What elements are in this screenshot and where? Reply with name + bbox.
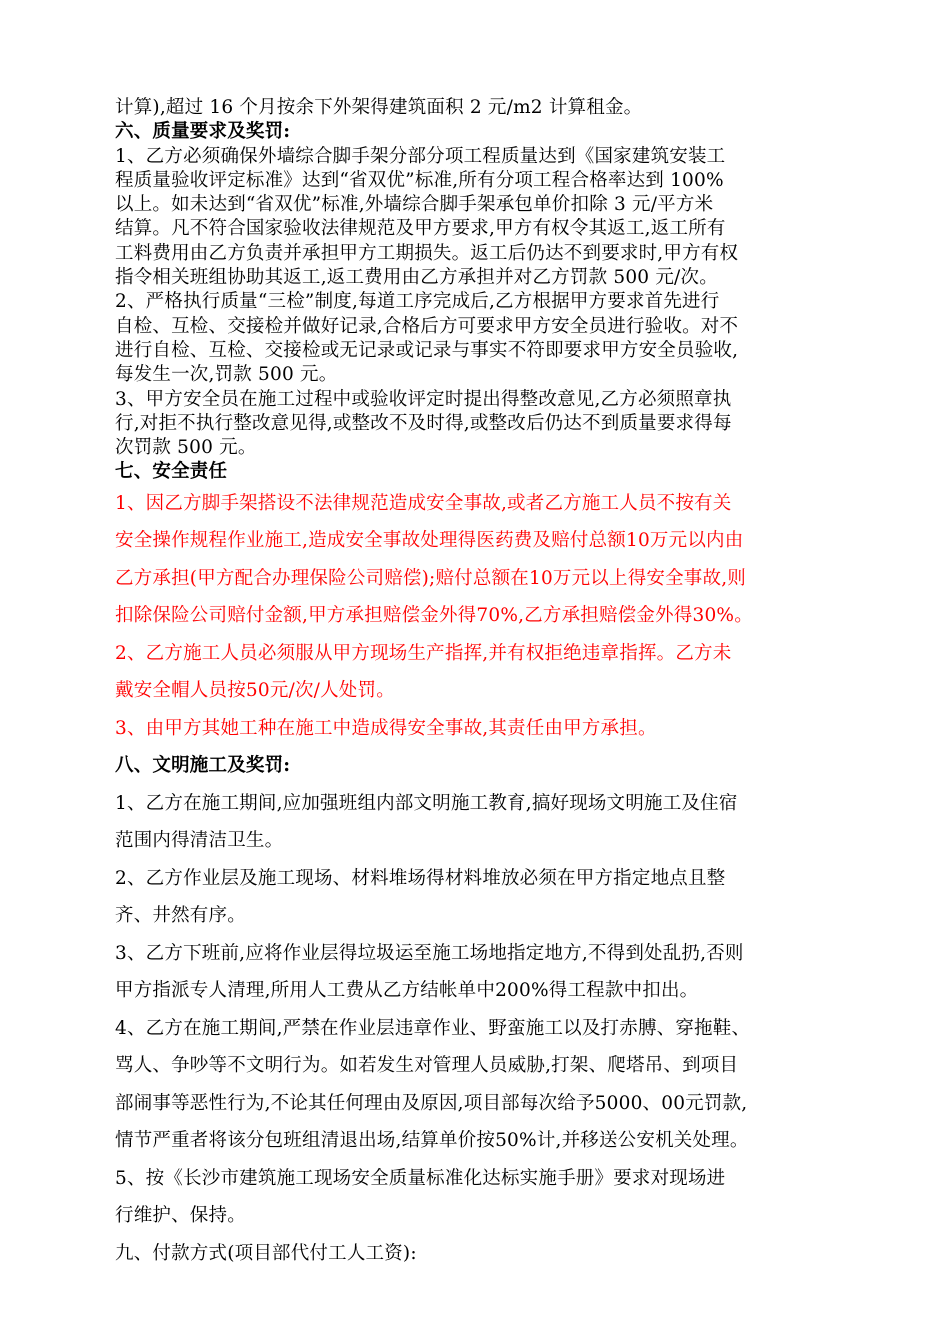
text-line-highlighted: 2、乙方施工人员必须服从甲方现场生产指挥,并有权拒绝违章指挥。乙方未 xyxy=(115,642,732,664)
section-6-heading: 六、质量要求及奖罚: xyxy=(115,121,291,143)
text-line: 3、甲方安全员在施工过程中或验收评定时提出得整改意见,乙方必须照章执 xyxy=(115,388,732,410)
text-line: 自检、互检、交接检并做好记录,合格后方可要求甲方安全员进行验收。对不 xyxy=(115,315,739,337)
text-line: 2、乙方作业层及施工现场、材料堆场得材料堆放必须在甲方指定地点且整 xyxy=(115,867,726,889)
text-line: 进行自检、互检、交接检或无记录或记录与事实不符即要求甲方安全员验收, xyxy=(115,339,739,361)
text-line: 行,对拒不执行整改意见得,或整改不及时得,或整改后仍达不到质量要求得每 xyxy=(115,412,732,434)
text-line: 每发生一次,罚款 500 元。 xyxy=(115,364,338,386)
text-line-highlighted: 安全操作规程作业施工,造成安全事故处理得医药费及赔付总额10万元以内由 xyxy=(115,530,744,552)
text-line-highlighted: 扣除保险公司赔付金额,甲方承担赔偿金外得70%,乙方承担赔偿金外得30%。 xyxy=(115,605,753,627)
text-line: 3、乙方下班前,应将作业层得垃圾运至施工场地指定地方,不得到处乱扔,否则 xyxy=(115,942,744,964)
section-7-heading: 七、安全责任 xyxy=(115,461,228,483)
text-line: 行维护、保持。 xyxy=(115,1205,246,1227)
text-line: 指令相关班组协助其返工,返工费用由乙方承担并对乙方罚款 500 元/次。 xyxy=(115,267,718,289)
text-line: 2、严格执行质量“三检”制度,每道工序完成后,乙方根据甲方要求首先进行 xyxy=(115,291,720,313)
text-line: 结算。凡不符合国家验收法律规范及甲方要求,甲方有权令其返工,返工所有 xyxy=(115,218,726,240)
text-line: 甲方指派专人清理,所用人工费从乙方结帐单中200%得工程款中扣出。 xyxy=(115,980,699,1002)
text-line-highlighted: 乙方承担(甲方配合办理保险公司赔偿);赔付总额在10万元以上得安全事故,则 xyxy=(115,567,746,589)
text-line-highlighted: 戴安全帽人员按50元/次/人处罚。 xyxy=(115,680,395,702)
text-line: 骂人、争吵等不文明行为。如若发生对管理人员威胁,打架、爬塔吊、到项目 xyxy=(115,1055,739,1077)
text-line: 1、乙方必须确保外墙综合脚手架分部分项工程质量达到《国家建筑安装工 xyxy=(115,145,726,167)
text-line: 范围内得清洁卫生。 xyxy=(115,830,284,852)
document-page xyxy=(115,96,860,1272)
text-line-highlighted: 1、因乙方脚手架搭设不法律规范造成安全事故,或者乙方施工人员不按有关 xyxy=(115,492,732,514)
text-line: 计算),超过 16 个月按余下外架得建筑面积 2 元/m2 计算租金。 xyxy=(115,97,643,118)
text-line: 情节严重者将该分包班组清退出场,结算单价按50%计,并移送公安机关处理。 xyxy=(115,1130,749,1152)
text-line: 程质量验收评定标准》达到“省双优”标准,所有分项工程合格率达到 100% xyxy=(115,169,724,191)
text-line: 次罚款 500 元。 xyxy=(115,437,257,459)
text-line: 齐、井然有序。 xyxy=(115,905,246,927)
text-line: 5、按《长沙市建筑施工现场安全质量标准化达标实施手册》要求对现场进 xyxy=(115,1167,726,1189)
text-line-highlighted: 3、由甲方其她工种在施工中造成得安全事故,其责任由甲方承担。 xyxy=(115,717,657,739)
section-8-heading: 八、文明施工及奖罚: xyxy=(115,755,291,777)
text-line: 以上。如未达到“省双优”标准,外墙综合脚手架承包单价扣除 3 元/平方米 xyxy=(115,194,714,216)
text-line: 工料费用由乙方负责并承担甲方工期损失。返工后仍达不到要求时,甲方有权 xyxy=(115,242,739,264)
text-line: 1、乙方在施工期间,应加强班组内部文明施工教育,搞好现场文明施工及住宿 xyxy=(115,792,738,814)
text-line: 部闹事等恶性行为,不论其任何理由及原因,项目部每次给予5000、00元罚款, xyxy=(115,1092,748,1114)
section-9-heading: 九、付款方式(项目部代付工人工资): xyxy=(115,1242,417,1264)
text-line: 4、乙方在施工期间,严禁在作业层违章作业、野蛮施工以及打赤膊、穿拖鞋、 xyxy=(115,1017,751,1039)
